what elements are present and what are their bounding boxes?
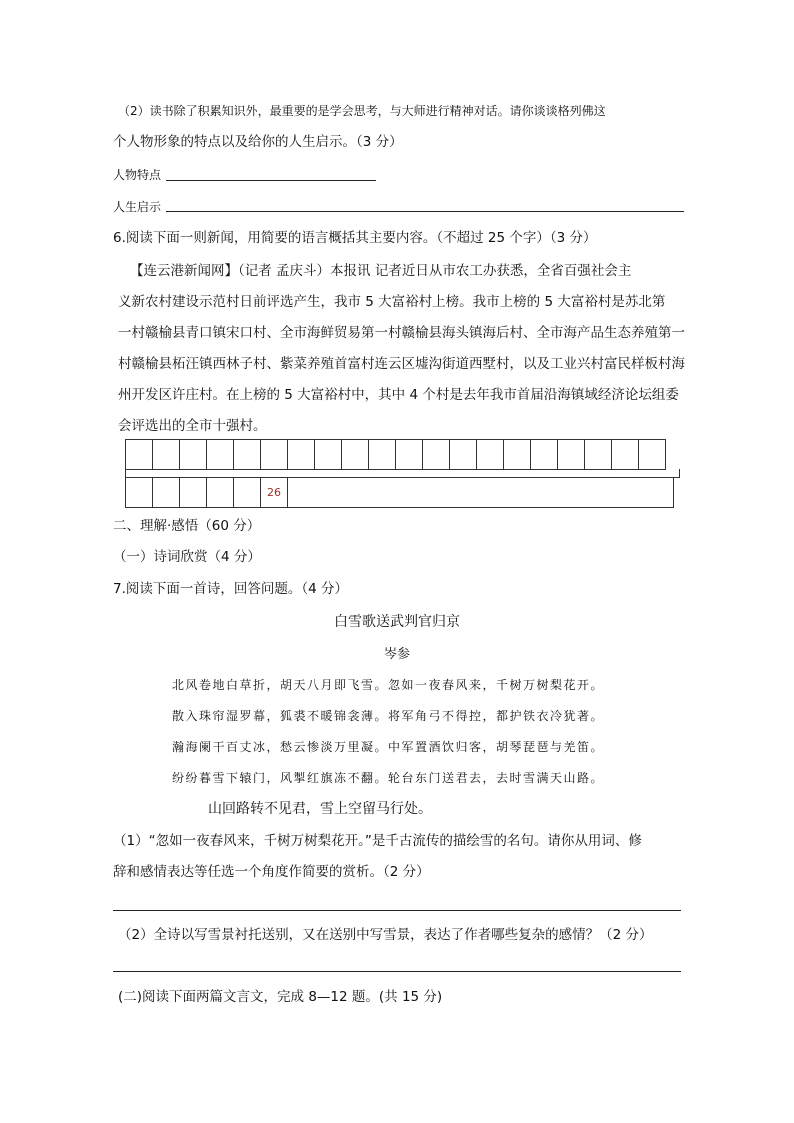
answer-cell[interactable]: [180, 440, 207, 470]
char-count-marker: 26: [261, 478, 288, 508]
section-2-title: 二、理解·感悟（60 分）: [113, 518, 261, 534]
news-line-5: 州开发区许庄村。在上榜的 5 大富裕村中，其中 4 个村是去年我市首届沿海镇域经济论坛组委: [118, 387, 679, 403]
answer-cell[interactable]: [153, 440, 180, 470]
news-line-6: 会评选出的全市十强村。: [118, 418, 267, 434]
q7-sub2: （2）全诗以写雪景衬托送别，又在送别中写雪景，表达了作者哪些复杂的感情？（2 分）: [118, 927, 653, 943]
answer-cell[interactable]: [369, 440, 396, 470]
q6-prompt: 6.阅读下面一则新闻，用简要的语言概括其主要内容。（不超过 25 个字）（3 分）: [113, 230, 597, 246]
q7-sub1-line1: （1）“忽如一夜春风来，千树万树梨花开。”是千古流传的描绘雪的名句。请你从用词、修: [113, 833, 642, 849]
news-line-4: 村赣榆县柘汪镇西林子村、紫菜养殖首富村连云区墟沟街道西墅村，以及工业兴村富民样板村海: [118, 356, 685, 372]
q5-2-line1: （2）读书除了积累知识外，最重要的是学会思考，与大师进行精神对话。请你谈谈格列佛这: [118, 104, 606, 118]
insight-answer-line[interactable]: [166, 211, 684, 212]
q7-prompt: 7.阅读下面一首诗，回答问题。（4 分）: [113, 581, 349, 597]
section-2-part2-title: (二)阅读下面两篇文言文，完成 8—12 题。(共 15 分): [118, 989, 443, 1005]
answer-cell[interactable]: [207, 440, 234, 470]
answer-cell[interactable]: [180, 478, 207, 508]
answer-cell[interactable]: [612, 440, 639, 470]
answer-cell[interactable]: [504, 440, 531, 470]
trait-label: 人物特点: [113, 168, 162, 182]
answer-cell[interactable]: [153, 478, 180, 508]
answer-cell[interactable]: [261, 440, 288, 470]
answer-cell[interactable]: [639, 440, 666, 470]
poem-line-4: 纷纷暮雪下辕门，风掣红旗冻不翻。轮台东门送君去，去时雪满天山路。: [172, 771, 605, 785]
answer-cell[interactable]: [423, 440, 450, 470]
answer-cell[interactable]: [288, 440, 315, 470]
answer-grid-row-2: [125, 477, 674, 508]
q7-sub1-answer-line[interactable]: [113, 910, 681, 911]
section-2-sub1: （一）诗词欣赏（4 分）: [113, 549, 261, 565]
answer-cell[interactable]: [126, 478, 153, 508]
poem-last-line: 山回路转不见君，雪上空留马行处。: [208, 801, 432, 817]
insight-label: 人生启示: [113, 200, 162, 214]
poem-title: 白雪歌送武判官归京: [334, 614, 460, 630]
answer-cell[interactable]: [315, 440, 342, 470]
poem-line-3: 瀚海阑干百丈冰，愁云惨淡万里凝。中军置酒饮归客，胡琴琵琶与羌笛。: [172, 740, 605, 754]
poem-line-2: 散入珠帘湿罗幕，狐裘不暖锦衾薄。将军角弓不得控，都护铁衣冷犹著。: [172, 709, 605, 723]
answer-cell[interactable]: [342, 440, 369, 470]
q7-sub1-line2: 辞和感情表达等任选一个角度作简要的赏析。（2 分）: [113, 864, 430, 880]
answer-cell[interactable]: [234, 478, 261, 508]
news-line-1: 【连云港新闻网】（记者 孟庆斗）本报讯 记者近日从市农工办获悉，全省百强社会主: [130, 263, 632, 279]
trait-answer-line[interactable]: [166, 180, 376, 181]
q7-sub2-answer-line[interactable]: [113, 971, 681, 972]
q5-2-line2: 个人物形象的特点以及给你的人生启示。（3 分）: [113, 134, 403, 150]
answer-cell[interactable]: [477, 440, 504, 470]
answer-cell[interactable]: [450, 440, 477, 470]
poem-line-1: 北风卷地白草折，胡天八月即飞雪。忽如一夜春风来，千树万树梨花开。: [172, 678, 605, 692]
poem-author: 岑参: [383, 647, 410, 662]
answer-grid-row-1: [125, 439, 666, 470]
answer-cell[interactable]: [207, 478, 234, 508]
answer-cell[interactable]: [585, 440, 612, 470]
news-line-3: 一村赣榆县青口镇宋口村、全市海鲜贸易第一村赣榆县海头镇海后村、全市海产品生态养殖第一: [118, 325, 685, 341]
answer-cell[interactable]: [126, 440, 153, 470]
answer-cell[interactable]: [531, 440, 558, 470]
news-line-2: 义新农村建设示范村日前评选产生，我市 5 大富裕村上榜。我市上榜的 5 大富裕村是苏北第: [118, 294, 666, 310]
answer-cell[interactable]: [558, 440, 585, 470]
answer-cell-remainder: [288, 478, 674, 508]
answer-cell[interactable]: [234, 440, 261, 470]
answer-cell[interactable]: [396, 440, 423, 470]
